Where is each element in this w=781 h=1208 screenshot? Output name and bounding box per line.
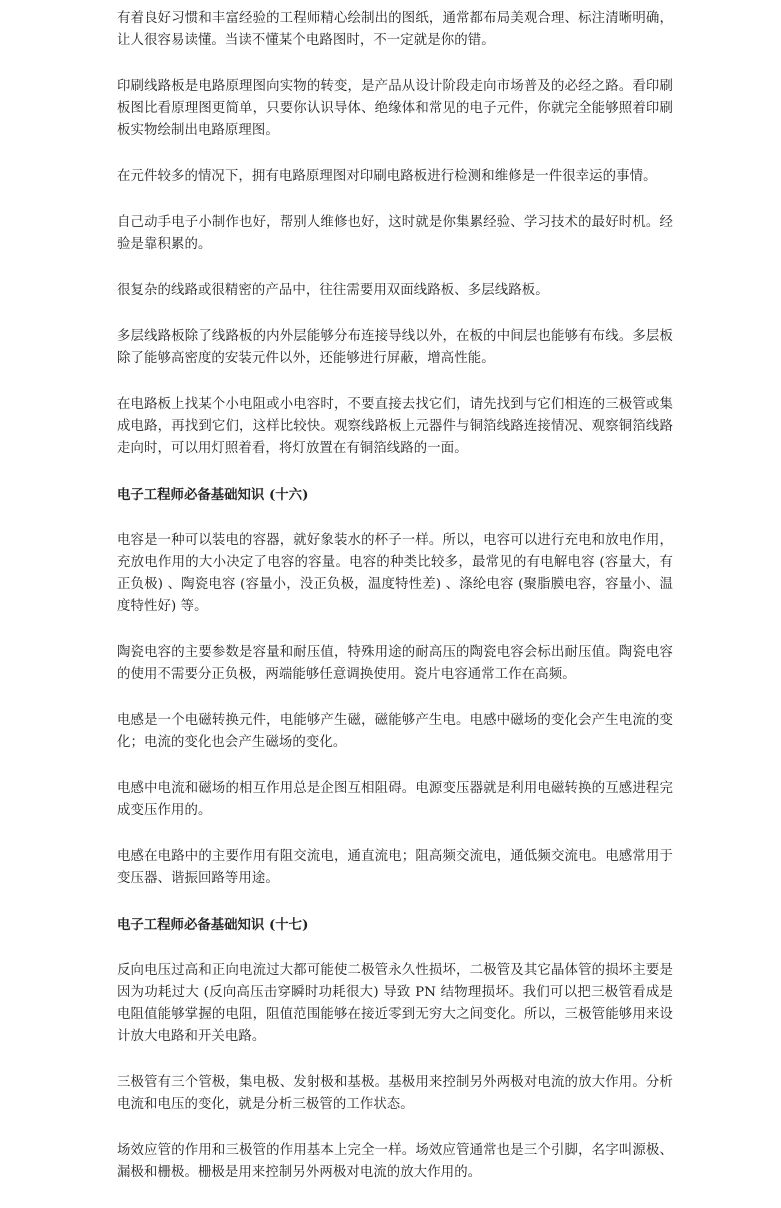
paragraph: 印刷线路板是电路原理图向实物的转变，是产品从设计阶段走向市场普及的必经之路。看印刷板图比看原理图更简单，只要你认识导体、绝缘体和常见的电子元件，你就完全能够照着印刷板实物绘制出电路原理图。: [117, 79, 673, 138]
document-page: [117, 8, 673, 1208]
paragraph: 电感是一个电磁转换元件，电能够产生磁，磁能够产生电。电感中磁场的变化会产生电流的变化；电流的变化也会产生磁场的变化。: [117, 713, 673, 750]
section-heading: 电子工程师必备基础知识 (十七): [117, 917, 309, 933]
paragraph: 很复杂的线路或很精密的产品中，往往需要用双面线路板、多层线路板。: [117, 283, 549, 298]
paragraph: 反向电压过高和正向电流过大都可能使二极管永久性损坏，二极管及其它晶体管的损坏主要是因为功耗过大 (反向高压击穿瞬时功耗很大) 导致 PN 结物理损坏。我们可以把三极管看成是电阻值能够掌握的电阻，阻值范围能够在接近零到无穷大之间变化。所以，三极管能够用来设计放大电路和开关电路。: [117, 963, 673, 1044]
paragraph: 电感在电路中的主要作用有阻交流电，通直流电；阻高频交流电，通低频交流电。电感常用于变压器、谐振回路等用途。: [117, 849, 673, 886]
paragraph: 在元件较多的情况下，拥有电路原理图对印刷电路板进行检测和维修是一件很幸运的事情。: [117, 169, 657, 184]
paragraph: 陶瓷电容的主要参数是容量和耐压值，特殊用途的耐高压的陶瓷电容会标出耐压值。陶瓷电容的使用不需要分正负极，两端能够任意调换使用。瓷片电容通常工作在高频。: [117, 645, 673, 682]
paragraph: 电感中电流和磁场的相互作用总是企图互相阻碍。电源变压器就是利用电磁转换的互感进程完成变压作用的。: [117, 781, 673, 818]
paragraph: 有着良好习惯和丰富经验的工程师精心绘制出的图纸，通常都布局美观合理、标注清晰明确，让人很容易读懂。当读不懂某个电路图时，不一定就是你的错。: [117, 11, 673, 48]
paragraph: 多层线路板除了线路板的内外层能够分布连接导线以外，在板的中间层也能够有布线。多层板除了能够高密度的安装元件以外，还能够进行屏蔽，增高性能。: [117, 329, 673, 366]
paragraph: 三极管有三个管极，集电极、发射极和基极。基极用来控制另外两极对电流的放大作用。分析电流和电压的变化，就是分析三极管的工作状态。: [117, 1075, 673, 1112]
paragraph: 自己动手电子小制作也好，帮别人维修也好，这时就是你集累经验、学习技术的最好时机。经验是靠积累的。: [117, 215, 673, 252]
paragraph: 电容是一种可以装电的容器，就好象装水的杯子一样。所以，电容可以进行充电和放电作用，充放电作用的大小决定了电容的容量。电容的种类比较多，最常见的有电解电容 (容量大，有正负极) 、陶瓷电容 (容量小，没正负极，温度特性差) 、涤纶电容 (聚脂膜电容，容量小、温度特性好) 等。: [117, 533, 673, 614]
section-heading: 电子工程师必备基础知识 (十六): [117, 487, 309, 503]
paragraph: 在电路板上找某个小电阻或小电容时，不要直接去找它们，请先找到与它们相连的三极管或集成电路，再找到它们，这样比较快。观察线路板上元器件与铜箔线路连接情况、观察铜箔线路走向时，可以用灯照着看，将灯放置在有铜箔线路的一面。: [117, 397, 673, 456]
paragraph: 场效应管的作用和三极管的作用基本上完全一样。场效应管通常也是三个引脚，名字叫源极、漏极和栅极。栅极是用来控制另外两极对电流的放大作用的。: [117, 1143, 673, 1180]
